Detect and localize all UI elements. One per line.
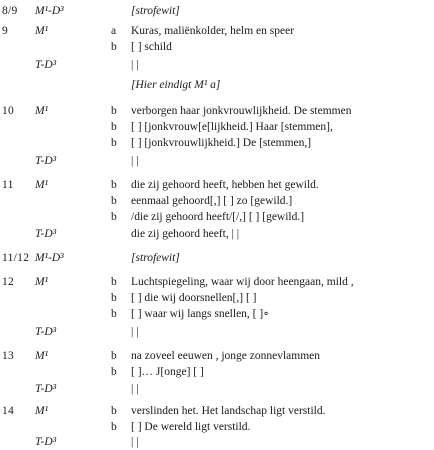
line-text: [ ] [jonkvrouwlijkheid.] De [stemmen,] [131, 137, 312, 149]
line-text: verborgen haar jonkvrouwlijkheid. De stemmen [131, 105, 352, 117]
witness-label: M¹-D³ [35, 5, 64, 17]
witness-label: M¹ [35, 405, 49, 417]
line-text: [ ] schild [131, 41, 172, 53]
witness-label: T-D³ [35, 59, 57, 71]
variant-letter: b [111, 308, 117, 320]
line-text: Luchtspiegeling, waar wij door heengaan, mild , [131, 276, 354, 288]
row-5 [0, 104, 434, 118]
witness-label: M¹ [35, 276, 49, 288]
row-4 [0, 78, 434, 92]
editorial-note: [strofewit] [131, 5, 180, 17]
witness-label: T-D³ [35, 326, 57, 338]
row-20 [0, 382, 434, 396]
line-text: | | [131, 59, 139, 71]
line-text: /die zij gehoord heeft/[/,] [ ] [gewild.] [131, 211, 305, 223]
variant-letter: b [111, 366, 117, 378]
witness-label: M¹-D³ [35, 252, 64, 264]
witness-label: T-D³ [35, 436, 57, 448]
row-9 [0, 178, 434, 192]
line-text: die zij gehoord heeft, | | [131, 228, 240, 240]
row-18 [0, 349, 434, 363]
variant-letter: a [111, 25, 117, 37]
line-number: 8/9 [2, 5, 18, 17]
line-number: 11/12 [2, 252, 30, 264]
variant-letter: b [111, 405, 117, 417]
witness-label: M¹ [35, 25, 49, 37]
variant-letter: b [111, 421, 117, 433]
editorial-note: [Hier eindigt M¹ a] [131, 79, 221, 91]
row-13 [0, 251, 434, 265]
row-10 [0, 194, 434, 208]
row-6 [0, 120, 434, 134]
witness-label: M¹ [35, 350, 49, 362]
row-0 [0, 4, 434, 18]
row-15 [0, 291, 434, 305]
witness-label: T-D³ [35, 228, 57, 240]
witness-label: M¹ [35, 179, 49, 191]
row-23 [0, 435, 434, 449]
line-text: verslinden het. Het landschap ligt verstild. [131, 405, 326, 417]
line-number: 9 [2, 25, 9, 37]
line-text: [ ] die wij doorsnellen[,] [ ] [131, 292, 257, 304]
row-8 [0, 154, 434, 168]
row-12 [0, 227, 434, 241]
line-text: Kuras, maliënkolder, helm en speer [131, 25, 295, 37]
line-text: | | [131, 326, 139, 338]
line-text: [ ]… J[onge] [ ] [131, 366, 204, 378]
row-1 [0, 24, 434, 38]
variant-letter: b [111, 179, 117, 191]
row-19 [0, 365, 434, 379]
line-text: die zij gehoord heeft, hebben het gewild. [131, 179, 319, 191]
line-number: 13 [2, 350, 15, 362]
row-2 [0, 40, 434, 54]
line-number: 14 [2, 405, 15, 417]
line-text: | | [131, 383, 139, 395]
variant-letter: b [111, 121, 117, 133]
variant-letter: b [111, 137, 117, 149]
line-text: [ ] waar wij langs snellen, [ ]∘ [131, 308, 269, 320]
row-16 [0, 307, 434, 321]
variant-letter: b [111, 211, 117, 223]
line-number: 10 [2, 105, 15, 117]
row-22 [0, 420, 434, 434]
editorial-note: [strofewit] [131, 252, 180, 264]
line-text: [ ] [jonkvrouw[e[lijkheid.] Haar [stemmen], [131, 121, 333, 133]
row-17 [0, 325, 434, 339]
line-text: | | [131, 436, 139, 448]
variant-letter: b [111, 41, 117, 53]
witness-label: M¹ [35, 105, 49, 117]
variant-letter: b [111, 350, 117, 362]
line-text: | | [131, 155, 139, 167]
witness-label: T-D³ [35, 155, 57, 167]
variant-letter: b [111, 195, 117, 207]
variant-letter: b [111, 292, 117, 304]
witness-label: T-D³ [35, 383, 57, 395]
row-7 [0, 136, 434, 150]
line-text: eenmaal gehoord[,] [ ] zo [gewild.] [131, 195, 293, 207]
line-text: [ ] De wereld ligt verstild. [131, 421, 251, 433]
line-number: 11 [2, 179, 14, 191]
row-11 [0, 210, 434, 224]
variant-letter: b [111, 105, 117, 117]
row-3 [0, 58, 434, 72]
row-14 [0, 275, 434, 289]
variant-letter: b [111, 276, 117, 288]
line-number: 12 [2, 276, 15, 288]
row-21 [0, 404, 434, 418]
line-text: na zoveel eeuwen , jonge zonnevlammen [131, 350, 321, 362]
